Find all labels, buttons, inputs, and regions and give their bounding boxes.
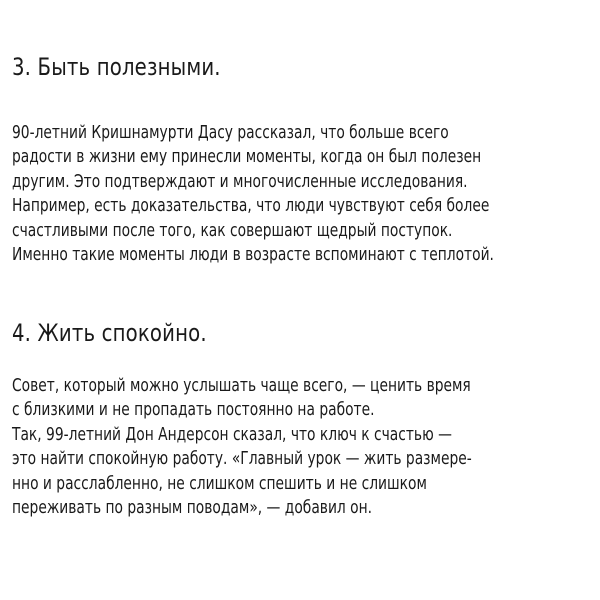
paragraph-line: переживать по разным поводам», — добавил он. [12,498,373,519]
paragraph-line: нно и расслабленно, не слишком спешить и не слишком [12,473,427,494]
paragraph-line: Например, есть доказательства, что люди чувствуют себя более [12,196,490,217]
paragraph-line: радости в жизни ему принесли моменты, когда он был полезен [12,147,482,168]
paragraph-line: Совет, который можно услышать чаще всего, — ценить время [12,376,471,396]
section-4-heading-block [12,318,592,348]
paragraph-line: другим. Это подтверждают и многочисленные исследования. [12,171,468,192]
section-heading: 3. Быть полезными. [12,53,221,81]
paragraph-line: счастливыми после того, как совершают щедрый поступок. [12,220,453,241]
section-3-heading-block [12,52,592,82]
paragraph-line: с близкими и не пропадать постоянно на работе. [12,400,375,421]
section-3-paragraph [12,121,592,267]
paragraph-line: Именно такие моменты люди в возрасте вспоминают с теплотой. [12,245,494,266]
paragraph-line: Так, 99-летний Дон Андерсон сказал, что ключ к счастью — [12,424,452,445]
section-heading: 4. Жить спокойно. [12,319,207,347]
paragraph-line: это найти спокойную работу. «Главный урок — жить размере- [12,449,472,470]
paragraph-line: 90-летний Кришнамурти Дасу рассказал, что больше всего [12,123,449,143]
section-4-paragraph [12,374,592,520]
